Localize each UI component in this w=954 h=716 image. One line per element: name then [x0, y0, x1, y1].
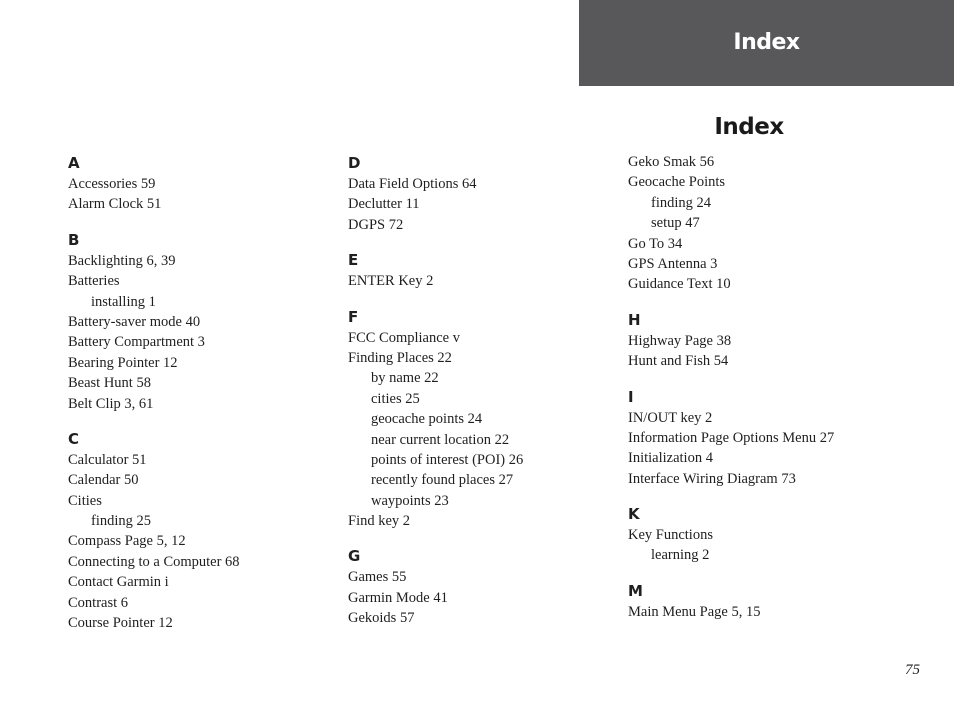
section-letter: D — [348, 154, 361, 172]
index-entry: Battery-saver mode 40 — [68, 313, 201, 330]
index-entry: Guidance Text 10 — [628, 276, 731, 293]
index-entry: Geocache Points — [628, 174, 726, 191]
index-entry: Declutter 11 — [348, 196, 420, 213]
page-heading: Index — [714, 114, 784, 140]
index-entry: Interface Wiring Diagram 73 — [628, 470, 796, 487]
index-entry: Belt Clip 3, 61 — [68, 395, 154, 412]
index-entry: Batteries — [68, 273, 120, 290]
index-entry: Cities — [68, 492, 102, 509]
index-entry: Compass Page 5, 12 — [68, 533, 186, 550]
index-section — [68, 152, 338, 215]
section-letter: E — [348, 251, 359, 270]
section-letter: B — [68, 230, 80, 249]
index-entry: Games 55 — [348, 569, 407, 586]
index-entry: Beast Hunt 58 — [68, 375, 151, 392]
index-section — [348, 545, 618, 628]
page-number: 75 — [905, 662, 920, 678]
index-entry: IN/OUT key 2 — [628, 409, 713, 426]
index-section — [68, 229, 338, 414]
index-entry: Key Functions — [628, 527, 713, 544]
section-letter: M — [628, 581, 643, 600]
index-column-3 — [628, 152, 898, 636]
index-section — [628, 386, 898, 490]
section-letter: K — [628, 505, 640, 524]
index-subentry: points of interest (POI) 26 — [371, 451, 524, 468]
index-section — [628, 503, 898, 566]
index-subentry: cities 25 — [371, 390, 420, 407]
index-entry: Accessories 59 — [68, 176, 156, 192]
index-subentry: waypoints 23 — [371, 492, 449, 509]
index-entry: Initialization 4 — [628, 450, 713, 467]
index-subentry: learning 2 — [651, 547, 710, 564]
index-subentry: finding 24 — [651, 194, 712, 211]
index-subentry: near current location 22 — [371, 431, 510, 448]
index-section — [348, 152, 618, 235]
index-subentry: geocache points 24 — [371, 411, 483, 428]
index-entry: Go To 34 — [628, 235, 683, 252]
index-entry: Bearing Pointer 12 — [68, 354, 178, 371]
index-entry: Battery Compartment 3 — [68, 334, 205, 351]
section-letter: A — [68, 154, 80, 172]
index-entry: Main Menu Page 5, 15 — [628, 603, 761, 620]
header-title: Index — [733, 30, 800, 55]
header-band — [579, 0, 954, 86]
index-entry: Garmin Mode 41 — [348, 589, 448, 606]
index-entry: Finding Places 22 — [348, 349, 452, 366]
index-entry: Connecting to a Computer 68 — [68, 553, 240, 570]
index-column-1 — [68, 152, 338, 647]
index-entry: Data Field Options 64 — [348, 176, 477, 192]
index-subentry: recently found places 27 — [371, 472, 514, 489]
section-letter: F — [348, 307, 359, 326]
section-letter: I — [628, 387, 634, 406]
index-entry: Alarm Clock 51 — [68, 196, 162, 213]
index-subentry: finding 25 — [91, 513, 152, 530]
index-subentry: by name 22 — [371, 370, 439, 387]
section-letter: H — [628, 310, 641, 329]
index-section — [628, 580, 898, 622]
index-entry: DGPS 72 — [348, 216, 404, 233]
index-entry: Find key 2 — [348, 513, 411, 530]
index-subentry: setup 47 — [651, 215, 700, 232]
index-column-2 — [348, 152, 618, 643]
index-entry: Geko Smak 56 — [628, 154, 715, 170]
index-entry: FCC Compliance v — [348, 329, 460, 346]
index-section — [348, 306, 618, 532]
index-entry: Hunt and Fish 54 — [628, 353, 729, 370]
index-entry: GPS Antenna 3 — [628, 255, 718, 272]
index-entry: Course Pointer 12 — [68, 615, 173, 632]
section-letter: C — [68, 429, 80, 448]
index-entry: ENTER Key 2 — [348, 273, 434, 290]
index-entry: Contact Garmin i — [68, 574, 169, 591]
index-section — [68, 428, 338, 634]
index-entry: Gekoids 57 — [348, 610, 415, 627]
index-subentry: installing 1 — [91, 293, 156, 310]
index-entry: Highway Page 38 — [628, 332, 732, 349]
index-section — [628, 152, 898, 295]
index-section — [628, 309, 898, 372]
section-letter: G — [348, 547, 361, 566]
index-section — [348, 249, 618, 291]
index-entry: Information Page Options Menu 27 — [628, 429, 835, 446]
index-entry: Calculator 51 — [68, 451, 147, 468]
index-entry: Backlighting 6, 39 — [68, 252, 176, 269]
index-entry: Calendar 50 — [68, 472, 139, 489]
index-entry: Contrast 6 — [68, 594, 129, 611]
